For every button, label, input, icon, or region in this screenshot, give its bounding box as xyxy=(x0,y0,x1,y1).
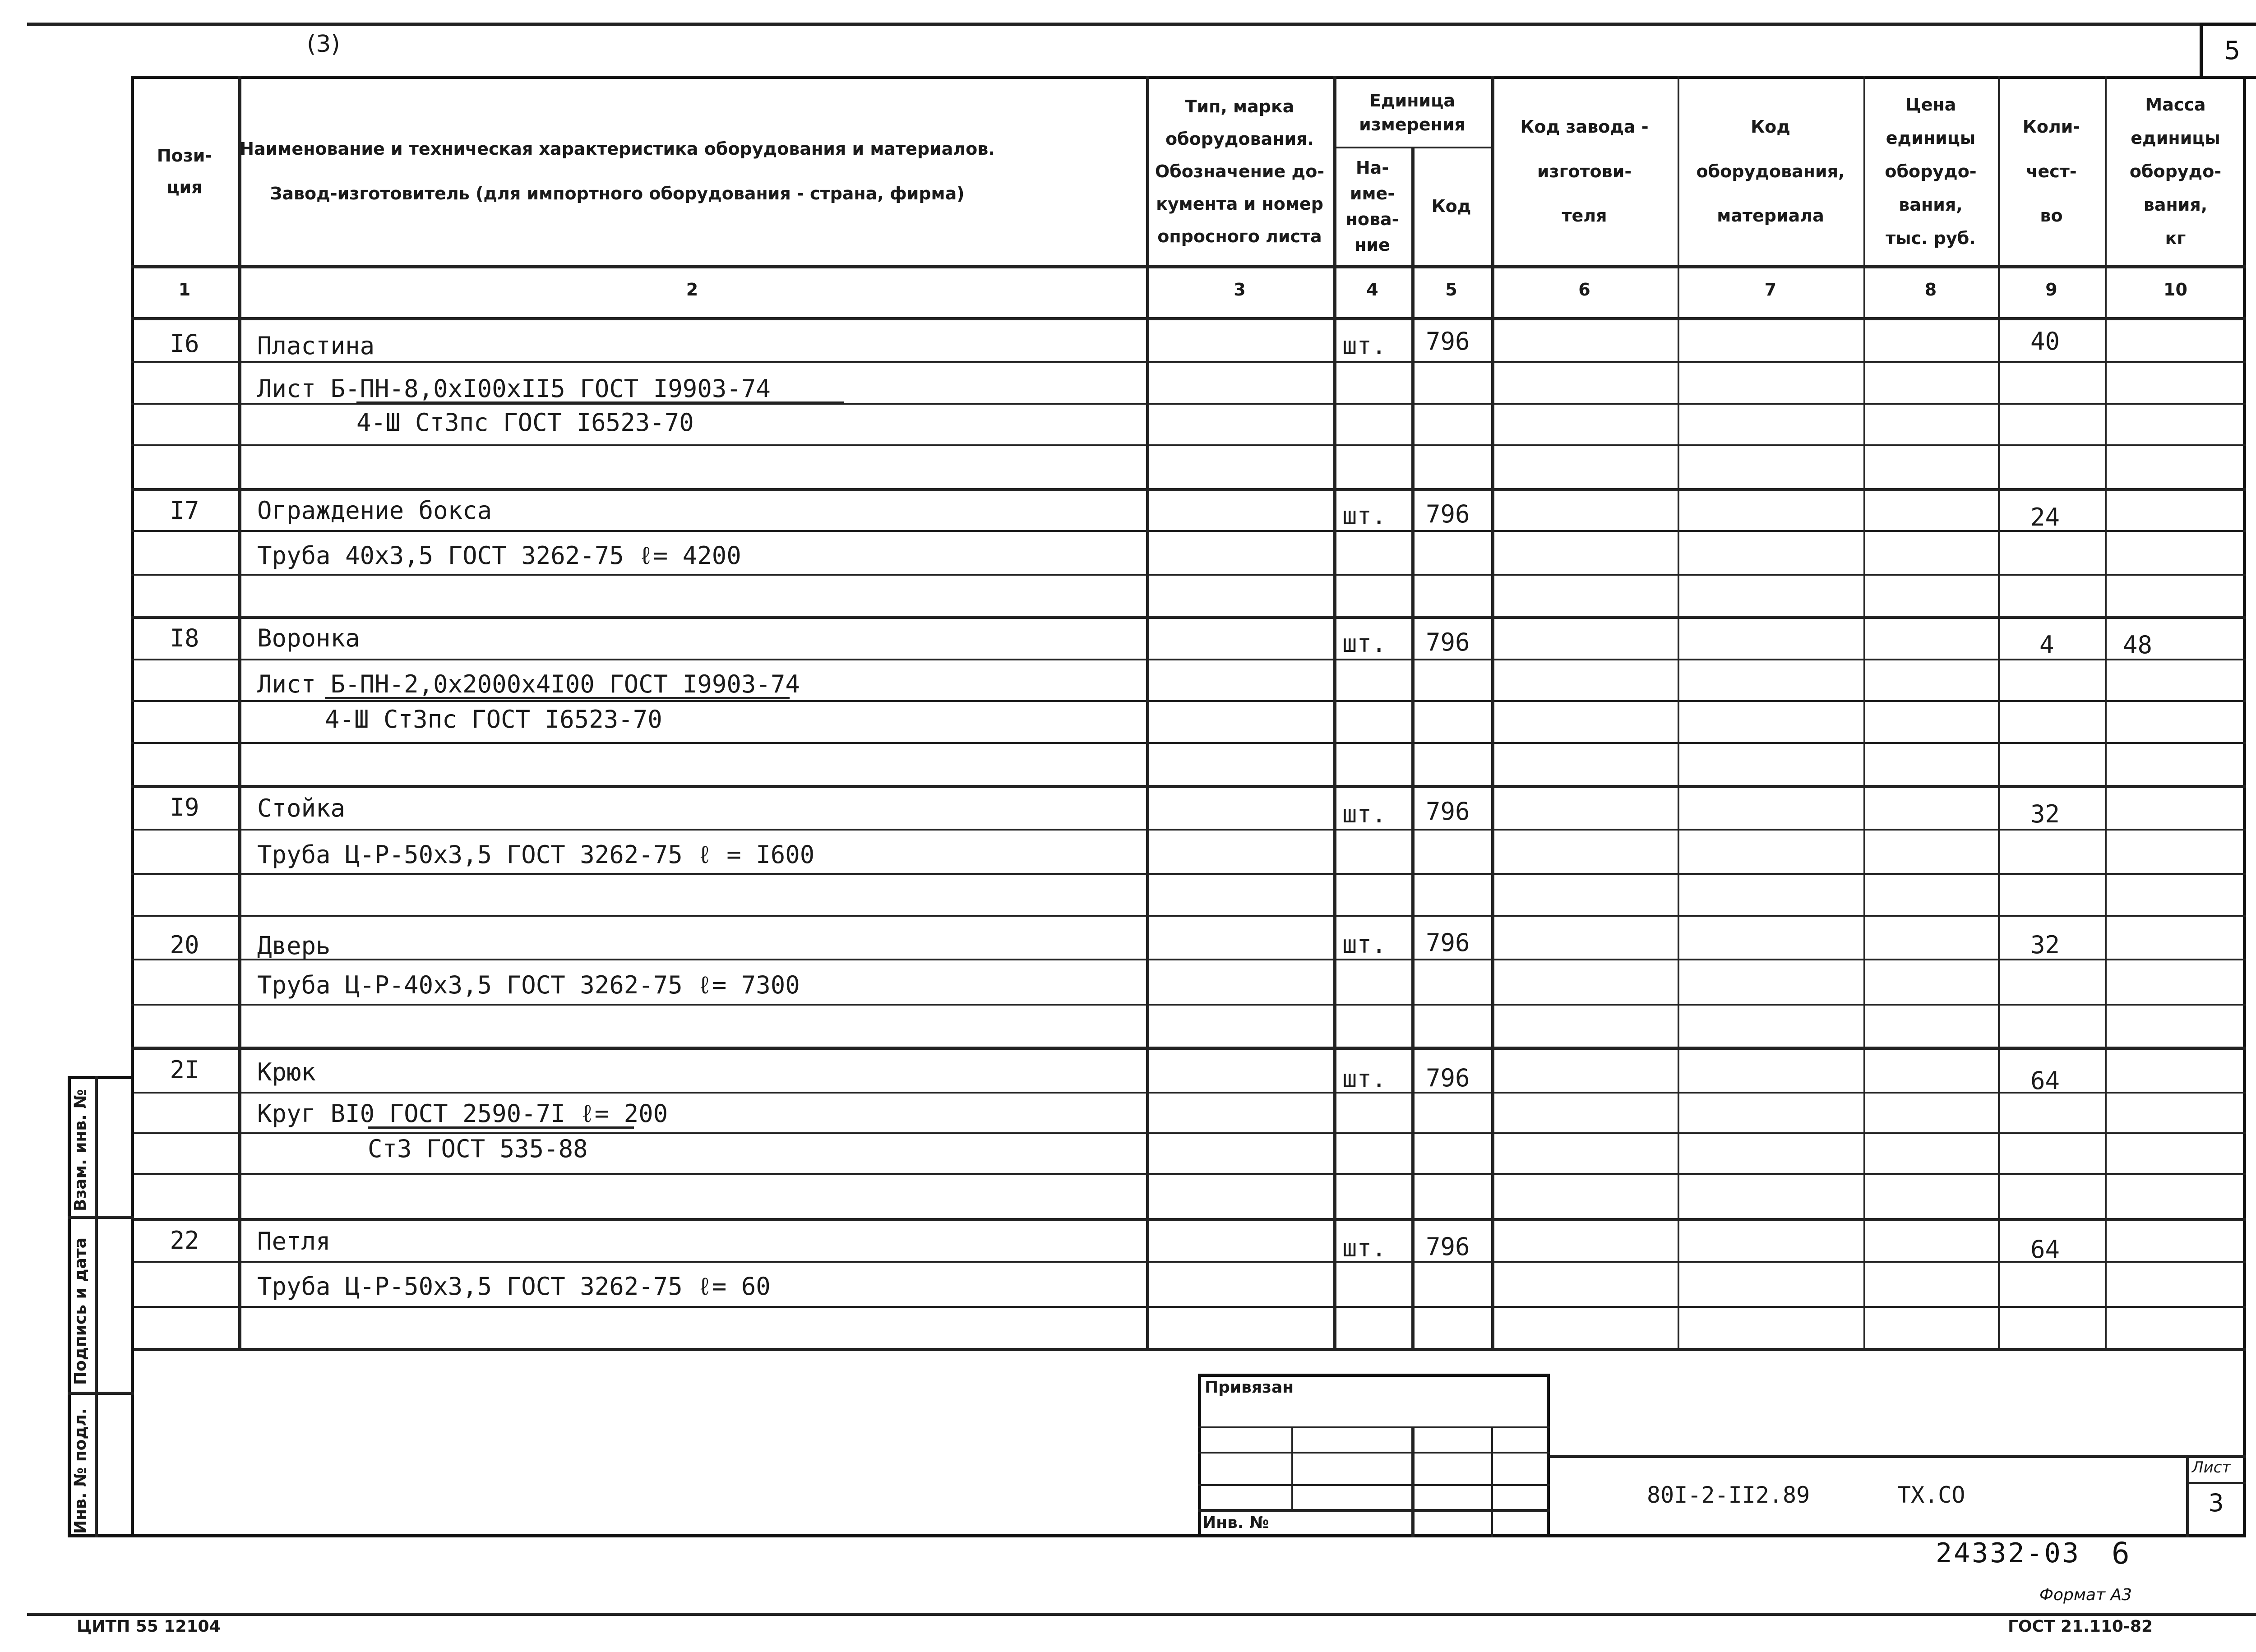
col-line-4 xyxy=(1411,147,1415,1348)
colnum-10: 10 xyxy=(2164,280,2187,300)
item-unit-code: 796 xyxy=(1426,928,1470,957)
header-price: Цена единицы оборудо- вания, тыс. руб. xyxy=(1885,94,1977,249)
side-strip-line xyxy=(68,1216,134,1219)
item-quantity: 64 xyxy=(2030,1235,2060,1264)
spec-underline xyxy=(356,401,844,404)
stamp-line xyxy=(1198,1484,1550,1486)
row-line xyxy=(131,915,2246,917)
list-label: Лист xyxy=(2192,1458,2231,1477)
item-mass: 48 xyxy=(2123,631,2153,659)
footer-right-code: ГОСТ 21.110-82 xyxy=(2008,1617,2153,1636)
item-name: Дверь xyxy=(257,932,331,960)
item-name: Стойка xyxy=(257,794,346,822)
item-unit-code: 796 xyxy=(1426,1064,1470,1092)
item-spec-2: Ст3 ГОСТ 535-88 xyxy=(368,1135,588,1163)
privyazan-box xyxy=(1198,1374,1550,1537)
colnum-7: 7 xyxy=(1764,280,1777,300)
table-body-bottom xyxy=(131,1348,2246,1351)
item-spec-1: Лист Б-ПН-8,0xI00xII5 ГОСТ I9903-74 xyxy=(257,374,771,403)
colnum-4: 4 xyxy=(1366,280,1378,300)
item-unit-code: 796 xyxy=(1426,1232,1470,1261)
item-position: I6 xyxy=(170,329,199,358)
side-strip-line xyxy=(68,1392,134,1395)
spec-underline xyxy=(325,697,790,699)
side-strip-split xyxy=(95,1076,98,1537)
item-name: Воронка xyxy=(257,624,360,652)
archive-number: 24332-03 xyxy=(1936,1537,2080,1569)
item-unit-code: 796 xyxy=(1426,500,1470,528)
list-number: 3 xyxy=(2208,1489,2224,1517)
item-spec-1: Труба 40х3,5 ГОСТ 3262-75 ℓ= 4200 xyxy=(257,541,741,570)
sheet-top-number: (3) xyxy=(307,31,340,58)
header-quantity: Коли- чест- во xyxy=(2022,116,2080,226)
corner-page-number: 5 xyxy=(2224,36,2241,65)
row-line xyxy=(131,616,2246,619)
side-label-inv-podl: Инв. № подл. xyxy=(71,1408,90,1534)
header-bottom-line xyxy=(131,265,2246,268)
item-position: 20 xyxy=(170,931,199,959)
item-unit: шт. xyxy=(1342,332,1387,360)
archive-sheet: 6 xyxy=(2112,1536,2130,1571)
col-line-8 xyxy=(1998,76,2000,1348)
row-line xyxy=(131,1306,2246,1308)
item-quantity: 32 xyxy=(2030,800,2060,828)
item-name: Пластина xyxy=(257,332,375,360)
row-line xyxy=(131,444,2246,446)
row-line xyxy=(131,574,2246,576)
row-line xyxy=(131,785,2246,788)
privyazan-label: Привязан xyxy=(1205,1378,1294,1397)
item-unit-code: 796 xyxy=(1426,327,1470,355)
item-unit: шт. xyxy=(1342,930,1387,959)
item-name: Петля xyxy=(257,1227,331,1255)
item-spec-1: Лист Б-ПН-2,0х2000х4I00 ГОСТ I9903-74 xyxy=(257,670,800,698)
col-line-1 xyxy=(238,76,241,1348)
row-line xyxy=(131,1092,2246,1094)
row-line xyxy=(131,700,2246,702)
col-line-7 xyxy=(1863,76,1865,1348)
row-line xyxy=(131,829,2246,831)
item-position: 2I xyxy=(170,1056,199,1084)
item-name: Ограждение бокса xyxy=(257,496,492,525)
side-label-podpis: Подпись и дата xyxy=(71,1237,90,1385)
col-line-6 xyxy=(1678,76,1679,1348)
row-line xyxy=(131,1218,2246,1221)
row-line xyxy=(131,530,2246,532)
header-type: Тип, марка оборудования. Обозначение до- кумента и номер опросного листа xyxy=(1155,96,1325,247)
colnum-5: 5 xyxy=(1445,280,1457,300)
item-quantity: 24 xyxy=(2030,503,2060,531)
side-label-vzam: Взам. инв. № xyxy=(71,1089,90,1211)
header-unit-code: Код xyxy=(1431,196,1471,217)
stamp-vline xyxy=(1491,1426,1493,1537)
col-line-2 xyxy=(1146,76,1149,1348)
item-position: I9 xyxy=(170,793,199,821)
row-line xyxy=(131,488,2246,491)
top-border-line xyxy=(27,23,2256,26)
header-unit: Единица измерения xyxy=(1359,90,1465,134)
row-line xyxy=(131,1132,2246,1134)
item-unit-code: 796 xyxy=(1426,628,1470,656)
item-unit: шт. xyxy=(1342,502,1387,530)
col-line-3 xyxy=(1333,76,1336,1348)
header-mass: Масса единицы оборудо- вания, кг xyxy=(2129,94,2222,249)
header-unit-name: На- име- нова- ние xyxy=(1345,157,1399,255)
header-factory-code: Код завода - изготови- теля xyxy=(1520,116,1649,226)
item-unit: шт. xyxy=(1342,629,1387,658)
item-spec-1: Круг BI0 ГОСТ 2590-7I ℓ= 200 xyxy=(257,1099,668,1128)
item-spec-2: 4-Ш Ст3пс ГОСТ I6523-70 xyxy=(356,408,694,437)
spec-underline xyxy=(368,1126,634,1129)
colnum-bottom-line xyxy=(131,317,2246,320)
colnum-1: 1 xyxy=(178,280,191,300)
list-box-split xyxy=(2186,1482,2246,1484)
inv-no-label: Инв. № xyxy=(1202,1514,1269,1532)
colnum-9: 9 xyxy=(2045,280,2057,300)
stamp-line xyxy=(1198,1509,1550,1512)
row-line xyxy=(131,1004,2246,1006)
item-quantity: 40 xyxy=(2030,327,2060,355)
col-line-9 xyxy=(2105,76,2107,1348)
item-spec-1: Труба Ц-Р-40х3,5 ГОСТ 3262-75 ℓ= 7300 xyxy=(257,971,800,999)
item-spec-1: Труба Ц-Р-50х3,5 ГОСТ 3262-75 ℓ = I600 xyxy=(257,840,815,869)
header-position: Пози- ция xyxy=(157,145,213,197)
item-position: I8 xyxy=(170,624,199,652)
row-line xyxy=(131,361,2246,363)
stamp-line xyxy=(1198,1426,1550,1428)
row-line xyxy=(131,659,2246,660)
row-line xyxy=(131,873,2246,875)
colnum-6: 6 xyxy=(1578,280,1590,300)
doc-code: 80I-2-II2.89 xyxy=(1647,1482,1810,1508)
stamp-line xyxy=(1198,1452,1550,1454)
item-quantity: 4 xyxy=(2039,631,2054,659)
item-spec-1: Труба Ц-Р-50х3,5 ГОСТ 3262-75 ℓ= 60 xyxy=(257,1272,771,1301)
colnum-8: 8 xyxy=(1924,280,1937,300)
header-equipment-code: Код оборудования, материала xyxy=(1696,116,1845,226)
item-quantity: 32 xyxy=(2030,931,2060,959)
col-line-5 xyxy=(1491,76,1494,1348)
stamp-vline xyxy=(1411,1426,1415,1537)
item-name: Крюк xyxy=(257,1058,316,1086)
item-unit: шт. xyxy=(1342,1065,1387,1093)
doc-mark: ТХ.СО xyxy=(1897,1482,1965,1508)
row-line xyxy=(131,1261,2246,1263)
colnum-3: 3 xyxy=(1234,280,1246,300)
row-line xyxy=(131,1047,2246,1050)
item-position: 22 xyxy=(170,1226,199,1255)
item-spec-2: 4-Ш Ст3пс ГОСТ I6523-70 xyxy=(325,705,662,734)
row-line xyxy=(131,959,2246,960)
item-quantity: 64 xyxy=(2030,1066,2060,1095)
stamp-title-top xyxy=(1550,1455,2246,1458)
colnum-2: 2 xyxy=(686,280,698,300)
row-line xyxy=(131,1173,2246,1175)
item-unit: шт. xyxy=(1342,800,1387,828)
header-name: Наименование и техническая характеристика оборудования и материалов. Завод-изготовитель (для импортного оборудования - страна, фирма) xyxy=(240,139,995,203)
stamp-vline xyxy=(1291,1426,1293,1509)
footer-left-code: ЦИТП 55 12104 xyxy=(77,1617,221,1636)
item-position: I7 xyxy=(170,496,199,525)
item-unit: шт. xyxy=(1342,1234,1387,1262)
footer-line xyxy=(27,1613,2256,1616)
row-line xyxy=(131,742,2246,744)
item-unit-code: 796 xyxy=(1426,797,1470,826)
format-label: Формат А3 xyxy=(2039,1586,2132,1604)
